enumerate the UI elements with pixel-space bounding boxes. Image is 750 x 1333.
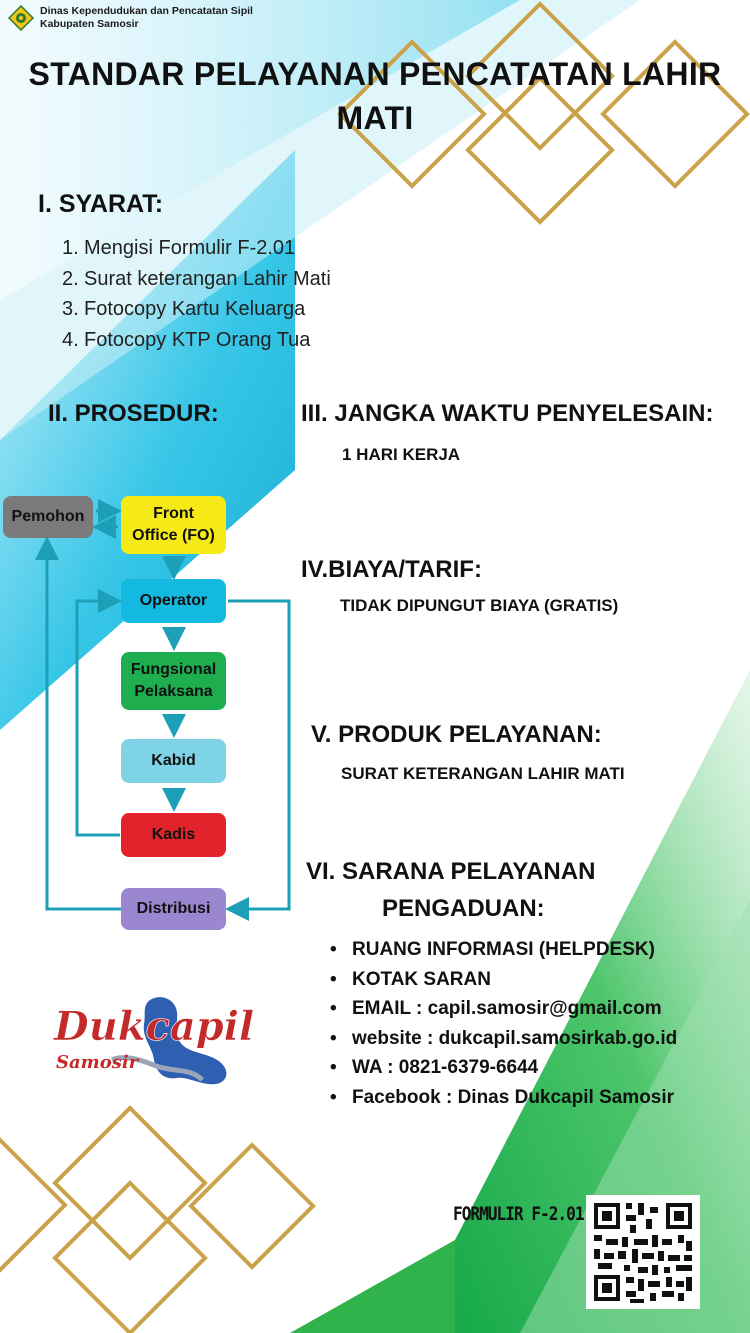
page-title <box>20 52 730 140</box>
syarat-list <box>62 233 331 355</box>
title-line-2: MATI <box>336 100 414 136</box>
list-item <box>62 294 331 325</box>
biaya-heading: IV.BIAYA/TARIF: <box>301 556 482 583</box>
front-office-label-2: Office (FO) <box>132 527 215 544</box>
organization-line-2: Kabupaten Samosir <box>40 18 139 30</box>
jangka-waktu-section <box>301 400 714 464</box>
dukcapil-logo-graphic <box>52 990 262 1090</box>
government-emblem-icon <box>8 5 34 31</box>
biaya-value: TIDAK DIPUNGUT BIAYA (GRATIS) <box>340 596 619 615</box>
bullet: • <box>330 1027 337 1049</box>
list-item-text: EMAIL : capil.samosir@gmail.com <box>352 998 662 1019</box>
fungsional-box <box>121 652 226 710</box>
prosedur-heading: II. PROSEDUR: <box>48 400 219 427</box>
header <box>8 5 253 31</box>
list-item-number: 4. <box>62 328 79 351</box>
produk-section <box>311 721 625 783</box>
list-item-number: 1. <box>62 237 79 259</box>
list-item <box>330 1053 677 1083</box>
front-office-label-1: Front <box>153 505 194 522</box>
biaya-section <box>301 556 619 615</box>
list-item-text: website : dukcapil.samosirkab.go.id <box>352 1027 678 1049</box>
operator-label: Operator <box>139 592 208 609</box>
loop-operator-to-distribusi <box>228 601 289 909</box>
bullet: • <box>330 939 337 960</box>
dukcapil-logo <box>52 990 262 1095</box>
kadis-label: Kadis <box>151 826 196 843</box>
list-item-text: Facebook : Dinas Dukcapil Samosir <box>352 1086 675 1108</box>
bullet: • <box>330 998 337 1019</box>
qr-code[interactable] <box>586 1195 700 1309</box>
distribusi-box <box>121 888 226 930</box>
syarat-heading: I. SYARAT: <box>38 190 164 218</box>
logo-word: Dukcapil <box>54 1003 255 1050</box>
sarana-heading-line-1: VI. SARANA PELAYANAN <box>306 858 596 885</box>
list-item-text: RUANG INFORMASI (HELPDESK) <box>352 939 655 960</box>
logo-sub: Samosir <box>56 1052 139 1073</box>
list-item <box>330 935 677 965</box>
bullet: • <box>330 1086 337 1108</box>
list-item-text: Surat keterangan Lahir Mati <box>84 267 331 290</box>
list-item-number: 3. <box>62 298 79 320</box>
fungsional-label-1: Fungsional <box>130 661 217 678</box>
formulir-label: FORMULIR F-2.01 <box>453 1203 584 1225</box>
produk-heading: V. PRODUK PELAYANAN: <box>311 721 602 748</box>
list-item <box>62 264 331 295</box>
list-item <box>62 233 331 264</box>
list-item-text: WA : 0821-6379-6644 <box>352 1057 539 1078</box>
organization-name <box>40 5 253 31</box>
pemohon-label: Pemohon <box>11 508 85 525</box>
list-item <box>330 994 677 1024</box>
list-item-text: Fotocopy KTP Orang Tua <box>84 328 311 351</box>
loop-kadis-to-operator <box>77 601 120 835</box>
sarana-heading-line-2: PENGADUAN: <box>382 895 545 922</box>
pemohon-box <box>3 496 93 538</box>
organization-line-1: Dinas Kependudukan dan Pencatatan Sipil <box>40 5 253 17</box>
bullet: • <box>330 968 337 990</box>
loop-distribusi-to-pemohon <box>47 542 121 909</box>
distribusi-label: Distribusi <box>136 900 211 917</box>
front-office-box <box>121 496 226 554</box>
list-item-number: 2. <box>62 267 79 290</box>
sarana-section <box>306 853 666 927</box>
kadis-box <box>121 813 226 857</box>
sarana-list <box>330 935 677 1112</box>
kabid-box <box>121 739 226 783</box>
list-item-text: KOTAK SARAN <box>352 968 491 990</box>
produk-value: SURAT KETERANGAN LAHIR MATI <box>341 764 625 783</box>
jangka-waktu-heading: III. JANGKA WAKTU PENYELESAIN: <box>301 400 714 427</box>
sarana-heading <box>306 853 666 927</box>
green-band-bottom <box>290 1240 455 1333</box>
list-item <box>62 325 331 356</box>
operator-box <box>121 579 226 623</box>
title-line-1: STANDAR PELAYANAN PENCATATAN LAHIR <box>28 56 722 92</box>
list-item-text: Fotocopy Kartu Keluarga <box>84 298 306 320</box>
fungsional-label-2: Pelaksana <box>134 683 213 700</box>
list-item <box>330 965 677 995</box>
kabid-label: Kabid <box>151 752 196 769</box>
list-item <box>330 1083 677 1113</box>
bullet: • <box>330 1057 337 1078</box>
list-item <box>330 1024 677 1054</box>
jangka-waktu-value: 1 HARI KERJA <box>342 445 461 464</box>
gold-diamonds-bottom <box>0 1108 313 1333</box>
list-item-text: Mengisi Formulir F-2.01 <box>84 237 296 259</box>
flow-connectors <box>0 490 300 930</box>
